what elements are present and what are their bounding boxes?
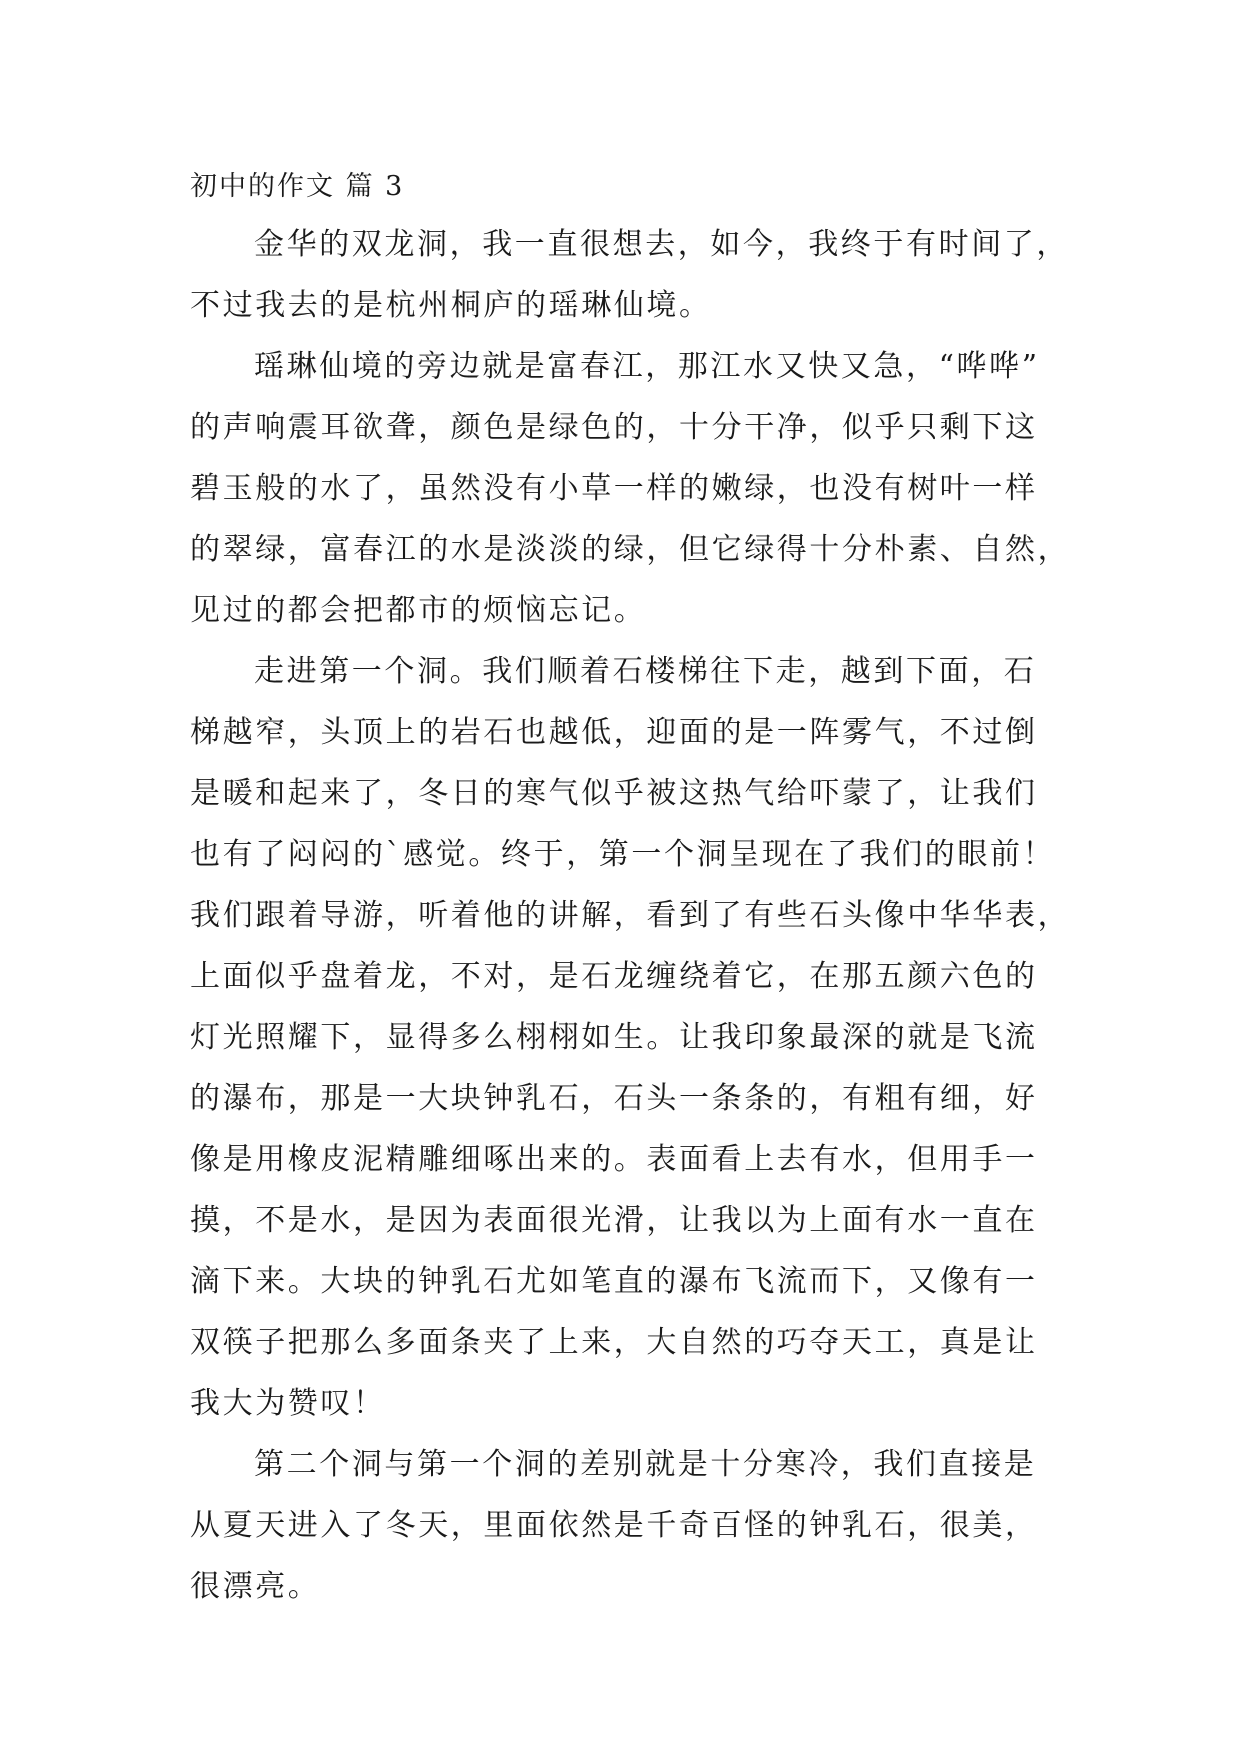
text-line: 第二个洞与第一个洞的差别就是十分寒冷，我们直接是 [254,1447,1037,1482]
text-line: 很漂亮。 [190,1569,321,1604]
text-line: 是暖和起来了，冬日的寒气似乎被这热气给吓蒙了，让我们 [190,776,1038,811]
essay-title: 初中的作文 篇 3 [190,171,405,202]
text-line: 见过的都会把都市的烦恼忘记。 [190,593,647,628]
paragraph [190,1434,1050,1617]
text-line: 我们跟着导游，听着他的讲解，看到了有些石头像中华华表， [190,898,1071,933]
text-line: 也有了闷闷的`感觉。终于，第一个洞呈现在了我们的眼前！ [190,837,1056,872]
text-line: 像是用橡皮泥精雕细啄出来的。表面看上去有水，但用手一 [190,1142,1038,1177]
text-line: 双筷子把那么多面条夹了上来，大自然的巧夺天工，真是让 [190,1325,1038,1360]
text-line: 金华的双龙洞，我一直很想去，如今，我终于有时间了， [254,227,1069,262]
paragraph [190,214,1069,336]
text-line: 的翠绿，富春江的水是淡淡的绿，但它绿得十分朴素、自然， [190,532,1071,567]
text-line: 从夏天进入了冬天，里面依然是千奇百怪的钟乳石，很美， [190,1508,1038,1543]
text-line: 的声响震耳欲聋，颜色是绿色的，十分干净，似乎只剩下这 [190,410,1038,445]
text-line: 碧玉般的水了，虽然没有小草一样的嫩绿，也没有树叶一样 [190,471,1038,506]
text-line: 的瀑布，那是一大块钟乳石，石头一条条的，有粗有细，好 [190,1081,1038,1116]
document-body [190,160,1071,1617]
text-line: 不过我去的是杭州桐庐的瑶琳仙境。 [190,288,712,323]
text-line: 梯越窄，头顶上的岩石也越低，迎面的是一阵雾气，不过倒 [190,715,1038,750]
paragraph [190,641,1071,1434]
text-line: 上面似乎盘着龙，不对，是石龙缠绕着它，在那五颜六色的 [190,959,1038,994]
text-line: 摸，不是水，是因为表面很光滑，让我以为上面有水一直在 [190,1203,1038,1238]
text-line: 走进第一个洞。我们顺着石楼梯往下走，越到下面，石 [254,654,1037,689]
text-line: 瑶琳仙境的旁边就是富春江，那江水又快又急，“哗哗” [254,349,1040,384]
text-line: 灯光照耀下，显得多么栩栩如生。让我印象最深的就是飞流 [190,1020,1038,1055]
text-line: 我大为赞叹！ [190,1386,386,1421]
text-line: 滴下来。大块的钟乳石尤如笔直的瀑布飞流而下，又像有一 [190,1264,1038,1299]
paragraph [190,336,1071,641]
